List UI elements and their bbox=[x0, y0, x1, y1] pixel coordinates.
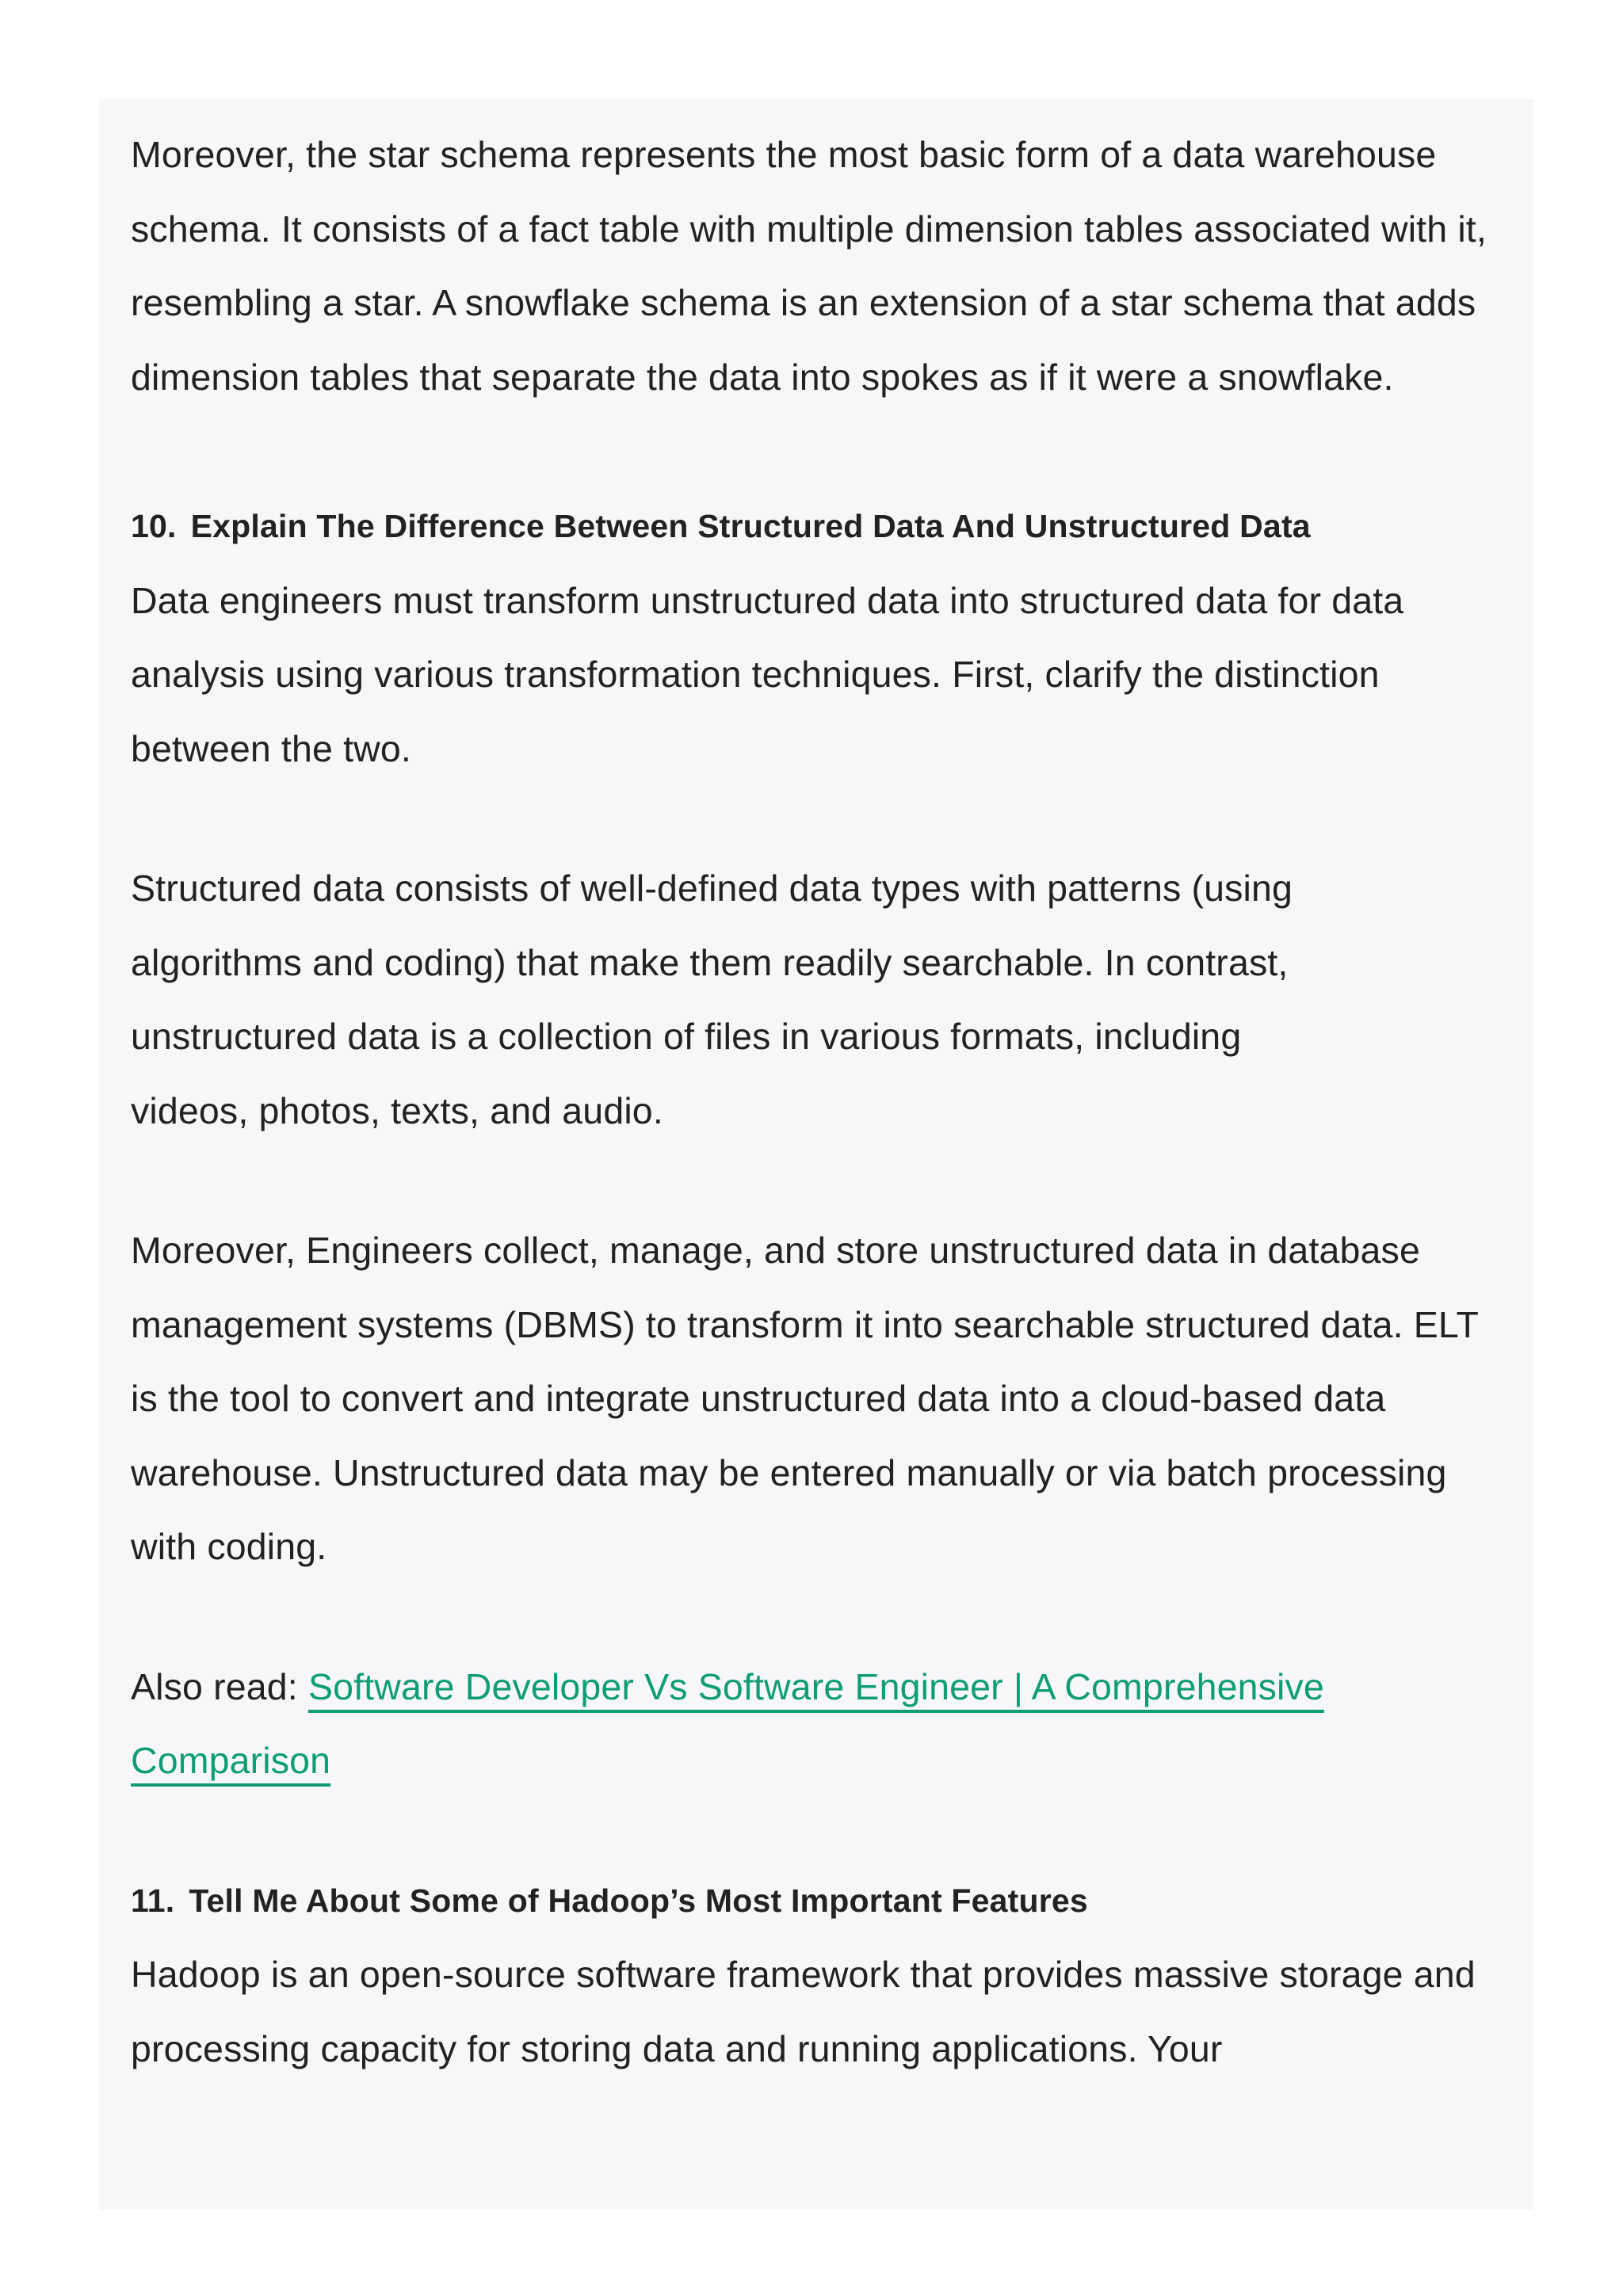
also-read-link[interactable]: Software Developer Vs Software Engineer | A Comprehensive Comparison bbox=[131, 1665, 1324, 1781]
question-10-number: 10. bbox=[131, 508, 177, 544]
question-11-number: 11. bbox=[131, 1882, 175, 1919]
paragraph-star-schema: Moreover, the star schema represents the most basic form of a data warehouse schema. It consists of a fact table with multiple dimension tables associated with it, resembling a star. A snowflake schema is an extension of a star schema that adds dimension tables that separate the data into spokes as if it were a snowflake. bbox=[131, 134, 1487, 398]
question-10-heading bbox=[131, 490, 1510, 564]
also-read bbox=[131, 1650, 1430, 1798]
question-11-heading bbox=[131, 1864, 1510, 1939]
question-11-title: Tell Me About Some of Hadoop’s Most Important Features bbox=[189, 1882, 1088, 1919]
question-10-paragraph-1: Data engineers must transform unstructured data into structured data for data analysis using various transformation techniques. First, clarify the distinction between the two. bbox=[131, 579, 1404, 769]
question-11-paragraph-1: Hadoop is an open-source software framework that provides massive storage and processing capacity for storing data and running applications. Your bbox=[131, 1954, 1476, 2069]
also-read-label: Also read: bbox=[131, 1665, 308, 1707]
article-content bbox=[131, 99, 1510, 2086]
question-10-paragraph-3: Moreover, Engineers collect, manage, and store unstructured data in database management systems (DBMS) to transform it into searchable structured data. ELT is the tool to convert and integrate unstructured data into a cloud-based data warehouse. Unstructured data may be entered manually or via batch processing with coding. bbox=[131, 1230, 1479, 1567]
question-10-paragraph-2: Structured data consists of well-defined data types with patterns (using algorithms and coding) that make them readily searchable. In contrast, unstructured data is a collection of files in various formats, including videos, photos, texts, and audio. bbox=[131, 868, 1293, 1131]
article-panel bbox=[99, 99, 1533, 2210]
question-10-title: Explain The Difference Between Structured Data And Unstructured Data bbox=[190, 508, 1311, 544]
